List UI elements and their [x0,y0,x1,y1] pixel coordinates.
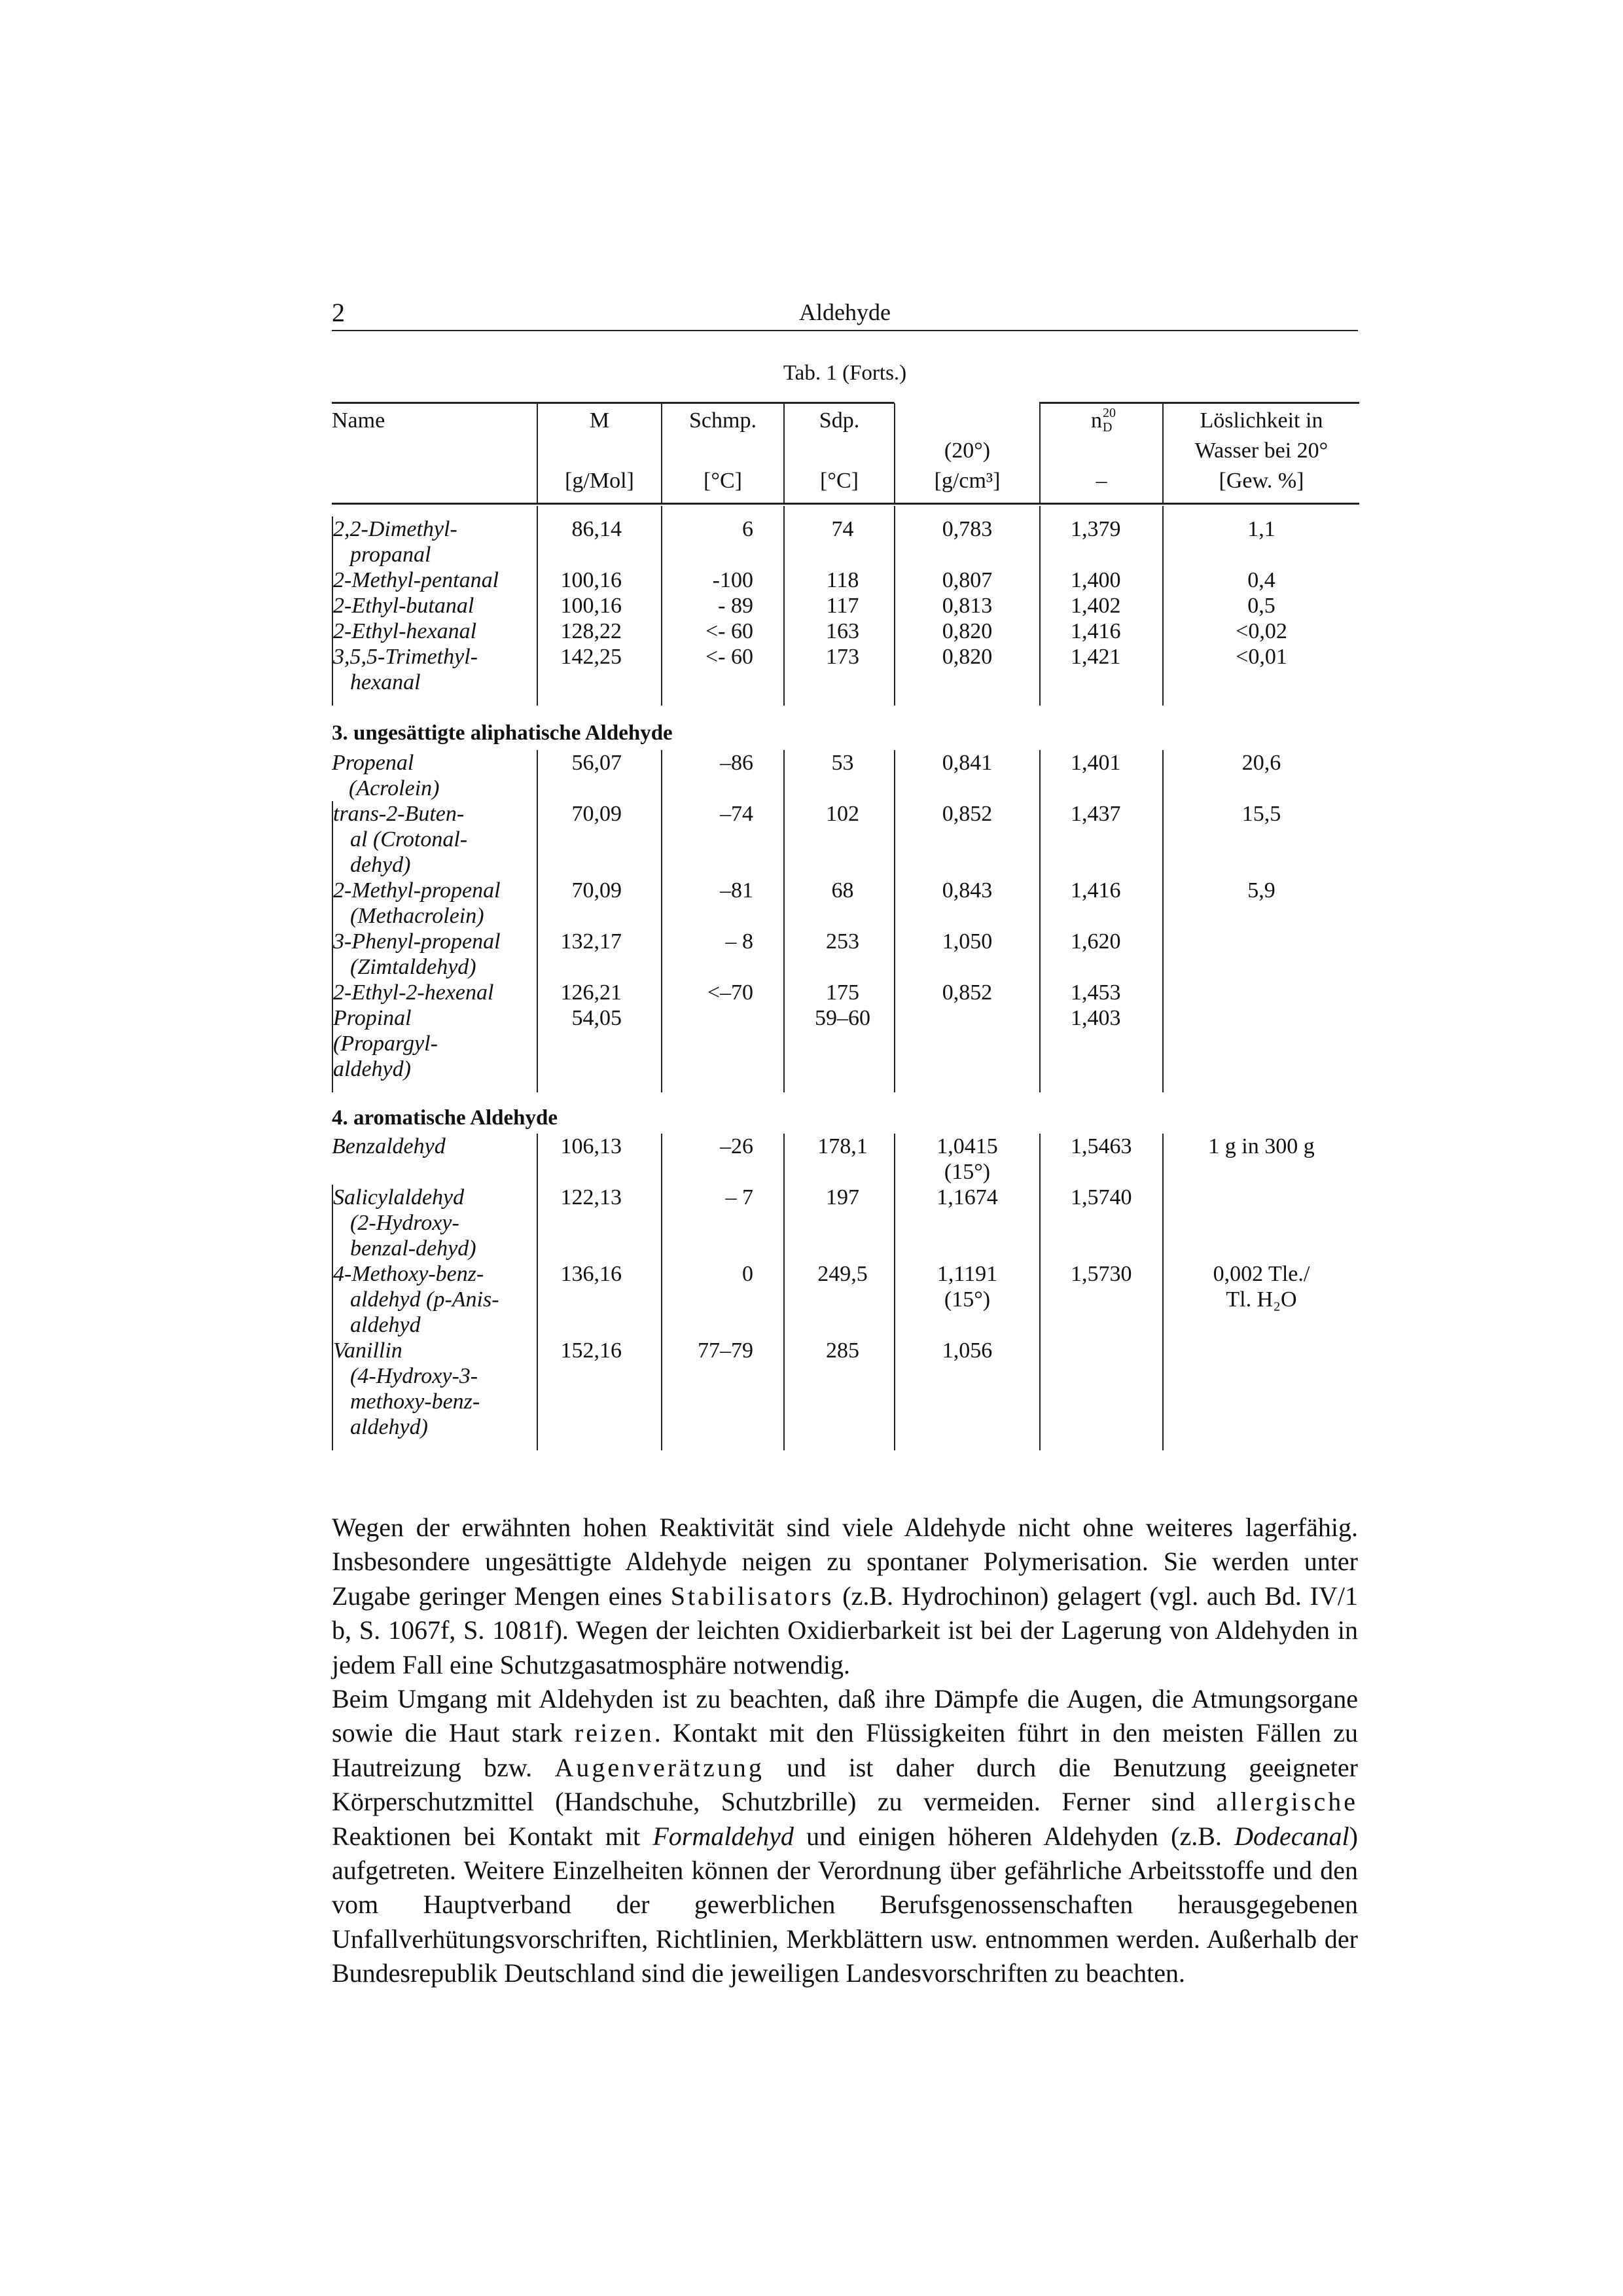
solubility [1162,878,1359,929]
header-solubility [1162,402,1359,503]
header-unit: [g/Mol] [565,469,634,493]
name-line: 2-Methyl-pentanal [333,568,499,592]
header-label: Wasser bei 20° [1194,439,1329,463]
text-segment: . Kontakt mit den Flüssigkeiten führt in den meisten Fällen zu Hautreizung bzw. [332,1718,1358,1782]
text-segment: Stabilisators [670,1581,834,1611]
refractive-index: 1,401 [1039,750,1162,801]
name-line: dehyd) [350,853,411,877]
compound-name [332,1005,537,1082]
n-symbol: n [1091,408,1102,433]
compound-name [332,1261,537,1338]
text-segment: ) aufgetreten. Weitere Einzelheiten können der Verordnung über gefährliche Arbeitsstoffe und den vom Hauptverband der gewerblichen Berufsgenossenschaften herausgegebenen Unfallverhütungsvorschriften, Richtlinien, Merkblättern usw. entnommen werden. Außerhalb der Bundesrepublik Deutschland sind die jeweiligen Landesvorschriften zu beachten. [332,1821,1358,1988]
solubility [1162,644,1359,695]
name-line: (Acrolein) [349,776,440,800]
solubility [1162,1005,1359,1082]
name-line: (4-Hydroxy-3- [350,1364,478,1388]
n-superscript: 20 [1103,406,1116,420]
molar-mass: 54,05 [537,1005,661,1082]
header-unit: [°C] [820,469,859,493]
text-segment: (z.B. Hydrochinon) gelagert (vgl. auch Bd. IV/1 b, S. 1067f, S. 1081f). Wegen der leichten Oxidierbarkeit ist bei der Lagerung von Aldehyden in jedem Fall eine Schutzgasatmosphäre notwendig. [332,1581,1358,1679]
cell-spacer [783,1082,894,1092]
boiling-point: 53 [783,750,894,801]
solubility [1162,619,1359,644]
text-segment: allergische [1216,1787,1358,1817]
table-header [332,402,1359,505]
name-line: methoxy-benz- [350,1390,480,1414]
cell-spacer [1039,1082,1162,1092]
density-line: 1,1674 [936,1185,998,1210]
table-group [332,506,1359,706]
header-label: (20°) [944,439,991,463]
boiling-point: 59–60 [783,1005,894,1082]
melting-point: –81 [661,878,783,929]
boiling-point: 163 [783,619,894,644]
solubility-line: 5,9 [1247,878,1275,903]
density [894,1338,1039,1440]
solubility [1162,1185,1359,1261]
solubility [1162,750,1359,801]
running-header [332,296,1358,331]
name-line: aldehyd) [350,1415,428,1439]
density [894,929,1039,980]
refractive-index: 1,379 [1039,516,1162,567]
name-line: Salicylaldehyd [333,1185,465,1210]
solubility-line: 1,1 [1247,517,1275,541]
boiling-point: 253 [783,929,894,980]
cell-spacer [894,1440,1039,1450]
compound-name [332,980,537,1005]
refractive-index: 1,402 [1039,593,1162,619]
molar-mass: 86,14 [537,516,661,567]
name-line: aldehyd) [333,1057,411,1081]
header-unit: [Gew. %] [1219,469,1304,493]
melting-point: – 8 [661,929,783,980]
name-line: (Methacrolein) [350,904,484,928]
table-group [332,1134,1359,1450]
name-line: Propenal [332,751,414,775]
text-segment: Formaldehyd [652,1821,794,1851]
name-line: benzal-dehyd) [350,1236,476,1261]
cell-spacer [894,1082,1039,1092]
refractive-index: 1,5740 [1039,1185,1162,1261]
refractive-index: 1,453 [1039,980,1162,1005]
cell-spacer [1039,506,1162,516]
solubility [1162,801,1359,878]
density-line: 0,820 [942,645,993,669]
page-number: 2 [332,298,345,327]
melting-point: -100 [661,567,783,593]
solubility [1162,593,1359,619]
boiling-point: 117 [783,593,894,619]
solubility-line: <0,02 [1236,619,1287,643]
boiling-point: 74 [783,516,894,567]
molar-mass: 70,09 [537,801,661,878]
density-line: 1,0415 [936,1134,998,1158]
header-label: Löslichkeit in [1200,408,1323,433]
boiling-point: 197 [783,1185,894,1261]
solubility-line: 0,5 [1247,594,1275,618]
compound-name [332,750,537,801]
cell-spacer [1162,695,1359,706]
boiling-point: 178,1 [783,1134,894,1185]
molar-mass: 56,07 [537,750,661,801]
melting-point: <- 60 [661,644,783,695]
refractive-index: 1,400 [1039,567,1162,593]
text-segment: und einigen höheren Aldehyden (z.B. [793,1821,1235,1851]
cell-spacer [332,1440,537,1450]
compound-name [332,644,537,695]
table-caption: Tab. 1 (Forts.) [783,361,907,385]
refractive-index: 1,5463 [1039,1134,1162,1185]
boiling-point: 102 [783,801,894,878]
refractive-index-symbol [1090,406,1116,435]
name-line: (Zimtaldehyd) [350,955,476,979]
melting-point: <–70 [661,980,783,1005]
compound-name [332,593,537,619]
density-line: 0,807 [942,568,993,592]
name-line: hexanal [350,670,421,694]
molar-mass: 128,22 [537,619,661,644]
header-name-label: Name [332,408,385,433]
text-segment: reizen [575,1718,654,1748]
melting-point: –74 [661,801,783,878]
name-line: Propinal [333,1006,412,1030]
header-density [894,402,1039,503]
refractive-index: 1,620 [1039,929,1162,980]
cell-spacer [1039,1440,1162,1450]
cell-spacer [783,1440,894,1450]
cell-spacer [661,506,783,516]
name-line: 3,5,5-Trimethyl- [333,645,478,669]
density-line: (15°) [944,1287,991,1312]
density [894,1185,1039,1261]
cell-spacer [1162,1440,1359,1450]
cell-spacer [1162,506,1359,516]
compound-name [332,619,537,644]
density [894,1005,1039,1082]
density [894,878,1039,929]
name-line: 2-Ethyl-2-hexenal [333,980,494,1005]
header-label: Sdp. [819,408,860,433]
text-segment: und ist daher durch die Benutzung geeigneter Körperschutzmittel (Handschuhe, Schutzbrille) zu vermeiden. Ferner sind [332,1752,1358,1817]
density [894,644,1039,695]
solubility [1162,1261,1359,1338]
molar-mass: 132,17 [537,929,661,980]
solubility [1162,1338,1359,1440]
name-line: Vanillin [333,1338,402,1363]
solubility [1162,516,1359,567]
running-title: Aldehyde [799,299,891,325]
cell-spacer [894,695,1039,706]
refractive-index: 1,5730 [1039,1261,1162,1338]
header-unit: – [1096,469,1107,493]
header-label: Schmp. [689,408,757,433]
density-line: 0,843 [942,878,993,903]
cell-spacer [332,506,537,516]
solubility [1162,567,1359,593]
solubility-line: 0,002 Tle./ [1213,1262,1310,1286]
melting-point: <- 60 [661,619,783,644]
name-line: al (Crotonal- [350,827,468,852]
text-segment: Beim Umgang mit Aldehyden ist zu beachten, daß ihre Dämpfe die Augen, die Atmungsorgane sowie die Haut stark [332,1684,1358,1748]
header-label: M [589,408,610,433]
melting-point: –86 [661,750,783,801]
body-paragraph [332,1511,1358,1991]
cell-spacer [537,1082,661,1092]
density-line: 0,841 [942,751,993,775]
refractive-index: 1,416 [1039,619,1162,644]
text-segment: Wegen der erwähnten hohen Reaktivität sind viele Aldehyde nicht ohne weiteres lagerfähig. Insbesondere ungesättigte Aldehyde neigen zu spontaner Polymerisation. Sie werden unter Zugabe geringer Mengen eines [332,1513,1358,1611]
density-line: 1,056 [942,1338,993,1363]
molar-mass: 70,09 [537,878,661,929]
cell-spacer [661,1082,783,1092]
section-heading: 3. ungesättigte aliphatische Aldehyde [332,721,673,745]
header-unit: [g/cm³] [934,469,1001,493]
solubility-line: 20,6 [1241,751,1281,775]
name-line: aldehyd [350,1313,421,1337]
solubility [1162,1134,1359,1185]
compound-name [332,878,537,929]
melting-point: - 89 [661,593,783,619]
cell-spacer [537,506,661,516]
melting-point [661,1005,783,1082]
solubility-line: 1 g in 300 g [1208,1134,1315,1158]
header-name [332,402,537,503]
header-melting-point [661,402,783,503]
cell-spacer [661,695,783,706]
name-line: 3-Phenyl-propenal [333,929,501,954]
melting-point: –26 [661,1134,783,1185]
density [894,619,1039,644]
density-line: 0,852 [942,980,993,1005]
solubility-line: <0,01 [1236,645,1287,669]
header-refractive-index [1039,402,1162,503]
cell-spacer [1039,695,1162,706]
text-segment: Reaktionen bei Kontakt mit [332,1821,653,1851]
density-line: (15°) [944,1160,991,1184]
boiling-point: 118 [783,567,894,593]
compound-name [332,929,537,980]
solubility [1162,980,1359,1005]
solubility-line: 15,5 [1241,802,1281,826]
molar-mass: 126,21 [537,980,661,1005]
name-line: 2-Methyl-propenal [333,878,501,903]
density [894,801,1039,878]
section-heading: 4. aromatische Aldehyde [332,1106,558,1130]
header-boiling-point [783,402,894,503]
molar-mass: 142,25 [537,644,661,695]
n-subscript: D [1103,420,1113,435]
name-line: propanal [350,543,431,567]
compound-name [332,1185,537,1261]
boiling-point: 68 [783,878,894,929]
refractive-index: 1,437 [1039,801,1162,878]
melting-point: 77–79 [661,1338,783,1440]
density [894,516,1039,567]
melting-point: – 7 [661,1185,783,1261]
name-line: 2-Ethyl-butanal [333,594,474,618]
density [894,567,1039,593]
solubility-line: Tl. H₂O [1226,1287,1297,1312]
cell-spacer [661,1440,783,1450]
boiling-point: 285 [783,1338,894,1440]
compound-name [332,1134,537,1185]
text-segment: Dodecanal [1234,1821,1349,1851]
cell-spacer [783,506,894,516]
cell-spacer [783,695,894,706]
molar-mass: 100,16 [537,567,661,593]
density-line: 0,852 [942,802,993,826]
density-line: 0,813 [942,594,993,618]
density-line: 1,050 [942,929,993,954]
header-molar-mass [537,402,661,503]
compound-name [332,801,537,878]
boiling-point: 173 [783,644,894,695]
cell-spacer [537,1440,661,1450]
compound-name [332,1338,537,1440]
boiling-point: 175 [783,980,894,1005]
name-line: (2-Hydroxy- [350,1211,459,1235]
density [894,1134,1039,1185]
density-line: 0,783 [942,517,993,541]
solubility [1162,929,1359,980]
boiling-point: 249,5 [783,1261,894,1338]
melting-point: 0 [661,1261,783,1338]
density [894,750,1039,801]
molar-mass: 106,13 [537,1134,661,1185]
density [894,980,1039,1005]
molar-mass: 152,16 [537,1338,661,1440]
molar-mass: 122,13 [537,1185,661,1261]
name-line: 4-Methoxy-benz- [333,1262,484,1286]
text-segment: Augenverätzung [554,1752,764,1782]
cell-spacer [1162,1082,1359,1092]
molar-mass: 100,16 [537,593,661,619]
name-line: Benzaldehyd [332,1134,446,1158]
molar-mass: 136,16 [537,1261,661,1338]
cell-spacer [332,695,537,706]
name-line: aldehyd (p-Anis- [350,1287,499,1312]
refractive-index: 1,416 [1039,878,1162,929]
header-unit: [°C] [704,469,742,493]
name-line: 2-Ethyl-hexanal [333,619,477,643]
cell-spacer [894,506,1039,516]
table-group [332,750,1359,1092]
cell-spacer [537,695,661,706]
cell-spacer [332,1082,537,1092]
solubility-line: 0,4 [1247,568,1275,592]
name-line: trans-2-Buten- [333,802,465,826]
melting-point: 6 [661,516,783,567]
compound-name [332,516,537,567]
density-line: 0,820 [942,619,993,643]
density-line: 1,1191 [936,1262,998,1286]
density [894,593,1039,619]
density [894,1261,1039,1338]
compound-name [332,567,537,593]
refractive-index: 1,403 [1039,1005,1162,1082]
name-line: (Propargyl- [333,1031,438,1056]
name-line: 2,2-Dimethyl- [333,517,457,541]
refractive-index: 1,421 [1039,644,1162,695]
refractive-index [1039,1338,1162,1440]
